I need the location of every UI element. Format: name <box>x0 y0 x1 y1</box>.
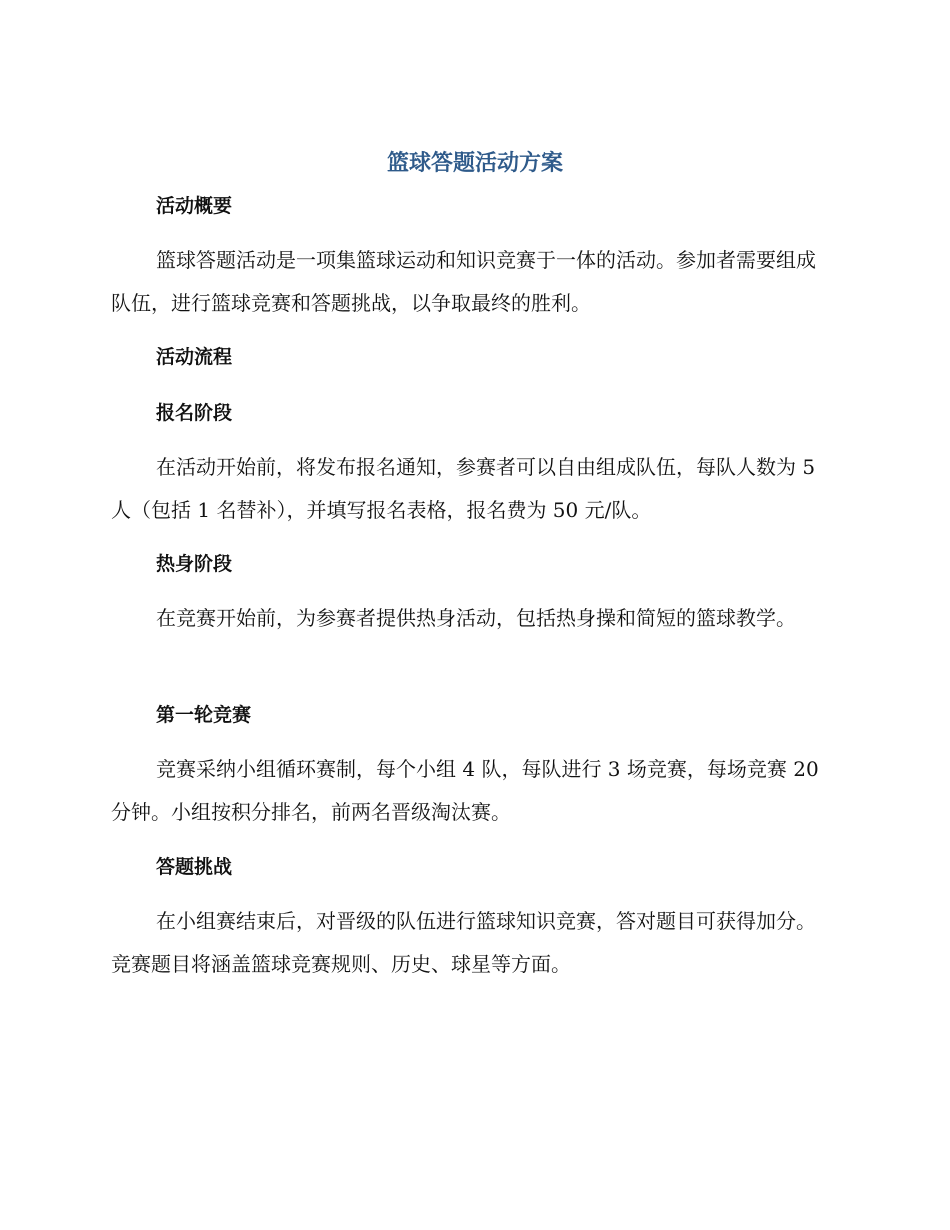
document-title: 篮球答题活动方案 <box>386 151 563 176</box>
section-heading-overview: 活动概要 <box>156 195 233 217</box>
section-paragraph-overview: 篮球答题活动是一项集篮球运动和知识竞赛于一体的活动。参加者需要组成队伍，进行篮球竞赛和答题挑战，以争取最终的胜利。 <box>111 248 816 315</box>
section-heading-warmup: 热身阶段 <box>156 553 233 575</box>
section-heading-registration: 报名阶段 <box>156 402 233 424</box>
section-heading-process: 活动流程 <box>156 346 233 368</box>
section-paragraph-round-one: 竞赛采纳小组循环赛制，每个小组 4 队，每队进行 3 场竞赛，每场竞赛 20 分钟。小组按积分排名，前两名晋级淘汰赛。 <box>111 757 819 824</box>
section-heading-round-one: 第一轮竞赛 <box>156 704 252 726</box>
section-paragraph-registration: 在活动开始前，将发布报名通知，参赛者可以自由组成队伍，每队人数为 5 人（包括 1 名替补），并填写报名表格，报名费为 50 元/队。 <box>111 455 816 522</box>
section-paragraph-warmup: 在竞赛开始前，为参赛者提供热身活动，包括热身操和简短的篮球教学。 <box>156 606 796 630</box>
section-paragraph-quiz: 在小组赛结束后，对晋级的队伍进行篮球知识竞赛，答对题目可获得加分。竞赛题目将涵盖篮球竞赛规则、历史、球星等方面。 <box>111 909 816 976</box>
section-heading-quiz: 答题挑战 <box>156 856 233 878</box>
